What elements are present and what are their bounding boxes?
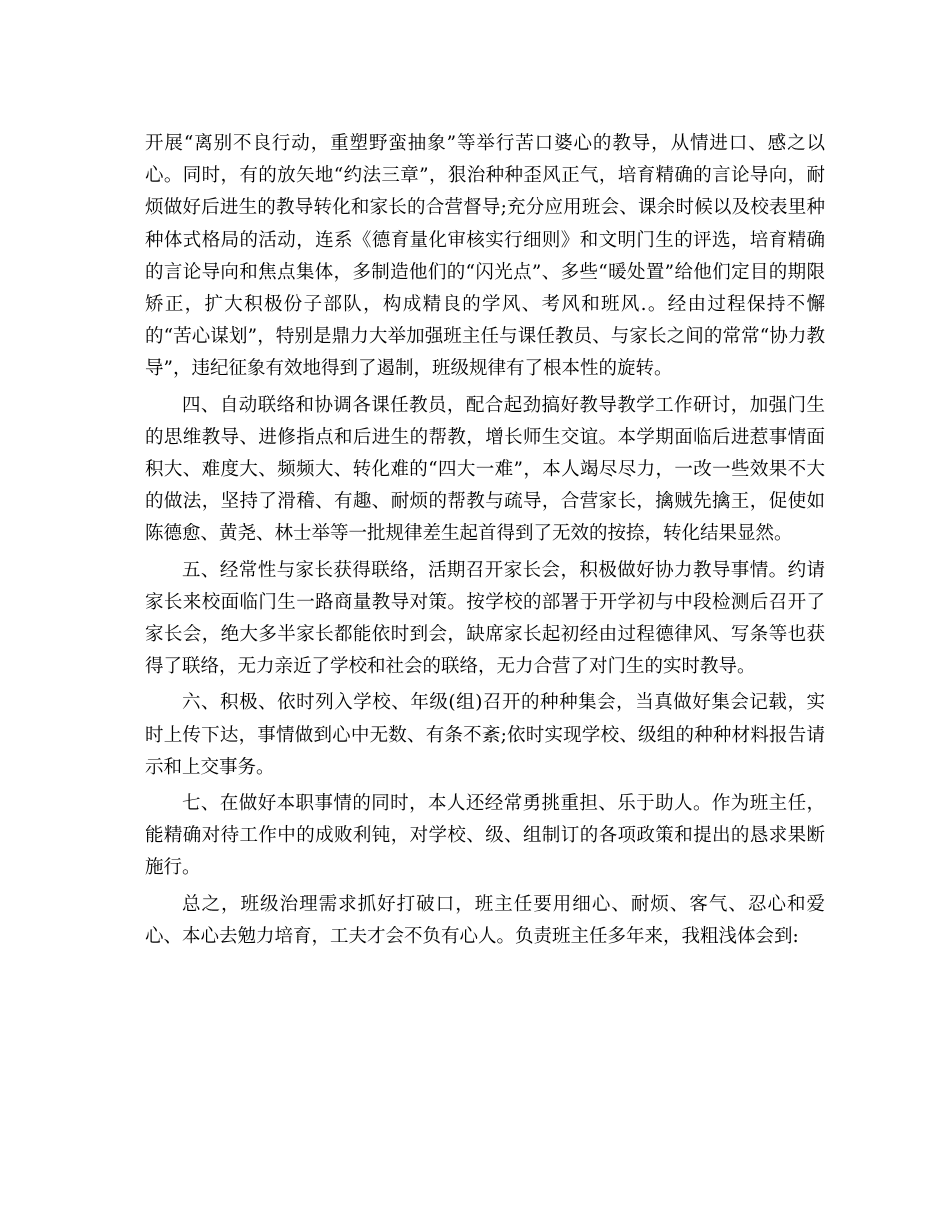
paragraph-5: 五、经常性与家长获得联络，活期召开家长会，积极做好协力教导事情。约请家长来校面临门生一路商量教导对策。按学校的部署于开学初与中段检测后召开了家长会，绝大多半家长都能依时到会，缺席家长起初经由过程德律风、写条等也获得了联络，无力亲近了学校和社会的联络，无力合营了对门生的实时教导。 <box>145 559 825 678</box>
document-body <box>145 128 825 957</box>
paragraph-summary: 总之，班级治理需求抓好打破口，班主任要用细心、耐烦、客气、忍心和爱心、本心去勉力培育，工夫才会不负有心人。负责班主任多年来，我粗浅体会到: <box>145 893 825 947</box>
paragraph-4: 四、自动联络和协调各课任教员，配合起劲搞好教导教学工作研讨，加强门生的思维教导、进修指点和后进生的帮教，增长师生交谊。本学期面临后进惹事情面积大、难度大、频频大、转化难的“四大一难”，本人竭尽尽力，一改一些效果不大的做法，坚持了滑稽、有趣、耐烦的帮教与疏导，合营家长，擒贼先擒王，促使如陈德愈、黄尧、林士举等一批规律差生起首得到了无效的按捺，转化结果显然。 <box>145 394 825 545</box>
paragraph-continued: 开展“离别不良行动，重塑野蛮抽象”等举行苦口婆心的教导，从情进口、感之以心。同时，有的放矢地“约法三章”，狠治种种歪风正气，培育精确的言论导向，耐烦做好后进生的教导转化和家长的合营督导;充分应用班会、课余时候以及校表里种种体式格局的活动，连系《德育量化审核实行细则》和文明门生的评选，培育精确的言论导向和焦点集体，多制造他们的“闪光点”、多些“暖处置”给他们定目的期限矫正，扩大积极份子部队，构成精良的学风、考风和班风.。经由过程保持不懈的“苦心谋划”，特别是鼎力大举加强班主任与课任教员、与家长之间的常常“协力教导”，违纪征象有效地得到了遏制，班级规律有了根本性的旋转。 <box>145 133 825 380</box>
paragraph-6: 六、积极、依时列入学校、年级(组)召开的种种集会，当真做好集会记载，实时上传下达，事情做到心中无数、有条不紊;依时实现学校、级组的种种材料报告请示和上交事务。 <box>145 692 825 778</box>
paragraph-7: 七、在做好本职事情的同时，本人还经常勇挑重担、乐于助人。作为班主任，能精确对待工作中的成败利钝，对学校、级、组制订的各项政策和提出的恳求果断施行。 <box>145 793 825 879</box>
